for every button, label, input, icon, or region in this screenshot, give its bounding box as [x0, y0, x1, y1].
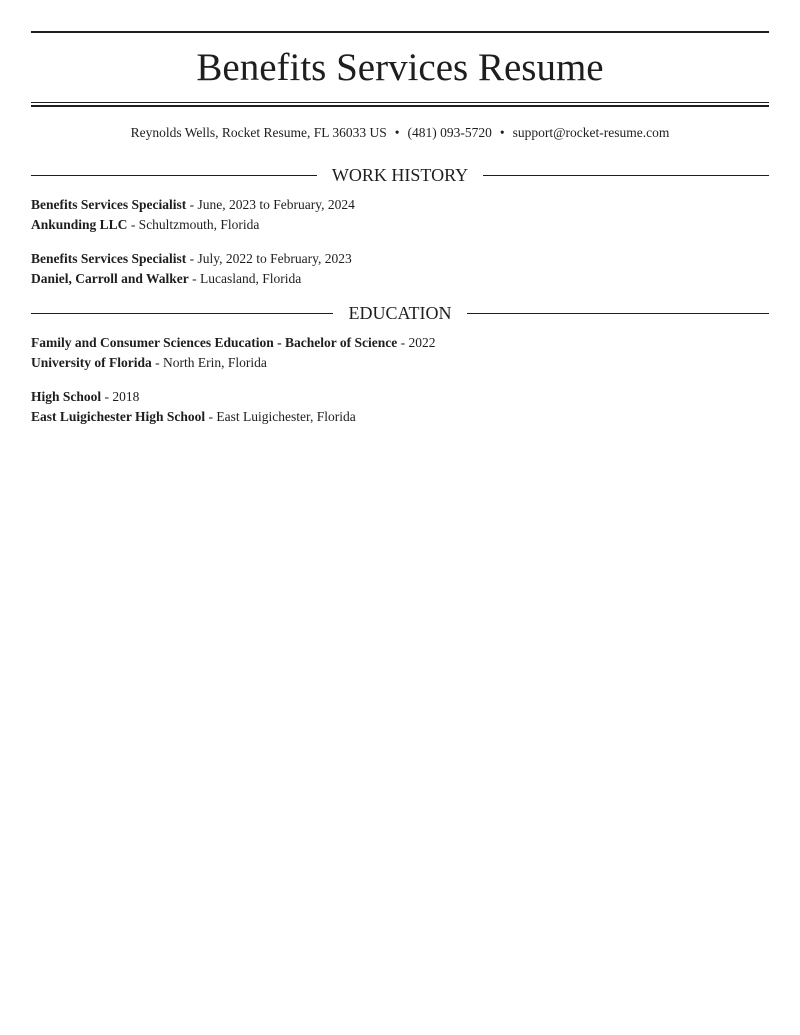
- work-history-heading: [31, 164, 769, 186]
- degree-year: - 2018: [101, 389, 140, 404]
- contact-email: support@rocket-resume.com: [512, 125, 670, 140]
- degree-name: Family and Consumer Sciences Education - Bachelor of Science: [31, 335, 398, 350]
- page-title: Benefits Services Resume: [196, 46, 604, 89]
- contact-line: [31, 123, 769, 143]
- job-position: Benefits Services Specialist: [31, 251, 187, 266]
- title-divider-thin: [31, 102, 769, 103]
- bullet-separator: •: [394, 125, 400, 140]
- education-heading: [31, 302, 769, 324]
- job-dates: - July, 2022 to February, 2023: [186, 251, 352, 266]
- work-entry: [31, 249, 769, 289]
- education-entry: [31, 387, 769, 427]
- school-name: East Luigichester High School: [31, 409, 206, 424]
- section-title: WORK HISTORY: [331, 165, 469, 185]
- heading-rule-right: [467, 313, 769, 314]
- employer-name: Ankunding LLC: [31, 217, 128, 232]
- education-entry: [31, 333, 769, 373]
- contact-phone: (481) 093-5720: [407, 125, 492, 140]
- employer-name: Daniel, Carroll and Walker: [31, 271, 189, 286]
- job-position: Benefits Services Specialist: [31, 197, 187, 212]
- job-dates: - June, 2023 to February, 2024: [186, 197, 355, 212]
- work-entry: [31, 195, 769, 235]
- school-location: - North Erin, Florida: [151, 355, 267, 370]
- school-name: University of Florida: [31, 355, 152, 370]
- top-rule: [31, 31, 769, 33]
- employer-location: - Lucasland, Florida: [188, 271, 302, 286]
- section-title: EDUCATION: [348, 303, 452, 323]
- bullet-separator: •: [499, 125, 505, 140]
- title-divider-thick: [31, 105, 769, 107]
- school-location: - East Luigichester, Florida: [205, 409, 356, 424]
- degree-name: High School: [31, 389, 102, 404]
- heading-rule-right: [483, 175, 769, 176]
- employer-location: - Schultzmouth, Florida: [127, 217, 260, 232]
- degree-year: - 2022: [397, 335, 436, 350]
- contact-address: Reynolds Wells, Rocket Resume, FL 36033 US: [130, 125, 387, 140]
